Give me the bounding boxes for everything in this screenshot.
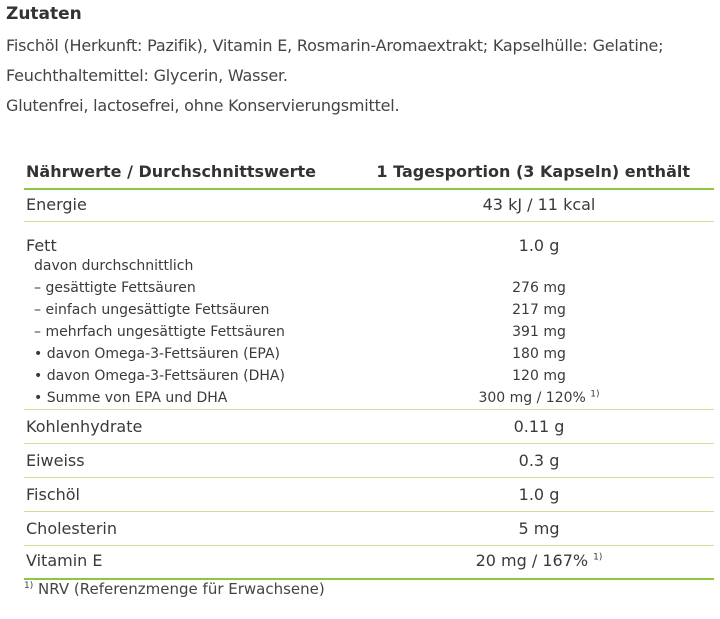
nutrition-row-kohlenhydrate [24, 410, 714, 444]
nutrition-row-cholesterin [24, 512, 714, 546]
nutrition-row-fett [24, 222, 714, 410]
sub-label: – gesättigte Fettsäuren [34, 280, 196, 296]
sub-value: 217 mg [512, 302, 566, 318]
sub-label: davon durchschnittlich [34, 258, 194, 274]
nutrition-row-energie [24, 190, 714, 222]
ingredients-line: Fischöl (Herkunft: Pazifik), Vitamin E, Rosmarin-Aromaextrakt; Kapselhülle: Gelatine; [6, 36, 664, 55]
row-label: Fett [26, 236, 57, 255]
nutrition-row-eiweiss [24, 444, 714, 478]
nutrition-row-vitamin-e [24, 546, 714, 580]
row-value: 0.3 g [518, 451, 560, 470]
row-value: 5 mg [518, 519, 560, 538]
header-right: 1 Tagesportion (3 Kapseln) enthält [376, 162, 690, 181]
sub-value: 120 mg [512, 368, 566, 384]
nutrition-table [24, 154, 714, 580]
row-label: Vitamin E [26, 551, 103, 570]
ingredients-title: Zutaten [6, 4, 82, 24]
ingredients-line: Glutenfrei, lactosefrei, ohne Konservierungsmittel. [6, 96, 400, 115]
row-label: Kohlenhydrate [26, 417, 143, 436]
header-left: Nährwerte / Durchschnittswerte [26, 162, 317, 181]
row-value: 0.11 g [513, 417, 565, 436]
footnote-text: NRV (Referenzmenge für Erwachsene) [38, 580, 325, 598]
nutrition-row-fischoel [24, 478, 714, 512]
sub-label: • Summe von EPA und DHA [34, 390, 228, 406]
sub-value: 391 mg [512, 324, 566, 340]
row-label: Energie [26, 195, 87, 214]
sub-label: – mehrfach ungesättigte Fettsäuren [34, 324, 285, 340]
sub-label: – einfach ungesättigte Fettsäuren [34, 302, 270, 318]
footnote-ref: 1) [593, 552, 603, 563]
nutrition-table-header [24, 154, 714, 190]
ingredients-line: Feuchthaltemittel: Glycerin, Wasser. [6, 66, 288, 85]
sub-value: 276 mg [512, 280, 566, 296]
sub-value: 300 mg / 120% $^{1)}$ [478, 389, 600, 406]
row-value: 43 kJ / 11 kcal [482, 195, 596, 214]
sub-value: 180 mg [512, 346, 566, 362]
footnote-marker: 1) [24, 581, 34, 591]
footnote [24, 580, 325, 598]
sub-label: • davon Omega-3-Fettsäuren (DHA) [34, 368, 285, 384]
row-label: Cholesterin [26, 519, 118, 538]
row-value: 20 mg / 167% $^{1)}$ [475, 551, 603, 570]
sub-label: • davon Omega-3-Fettsäuren (EPA) [34, 346, 280, 362]
row-label: Fischöl [26, 485, 80, 504]
row-value: 1.0 g [518, 236, 560, 255]
row-label: Eiweiss [26, 451, 85, 470]
footnote-ref: 1) [590, 389, 600, 400]
row-value: 1.0 g [518, 485, 560, 504]
